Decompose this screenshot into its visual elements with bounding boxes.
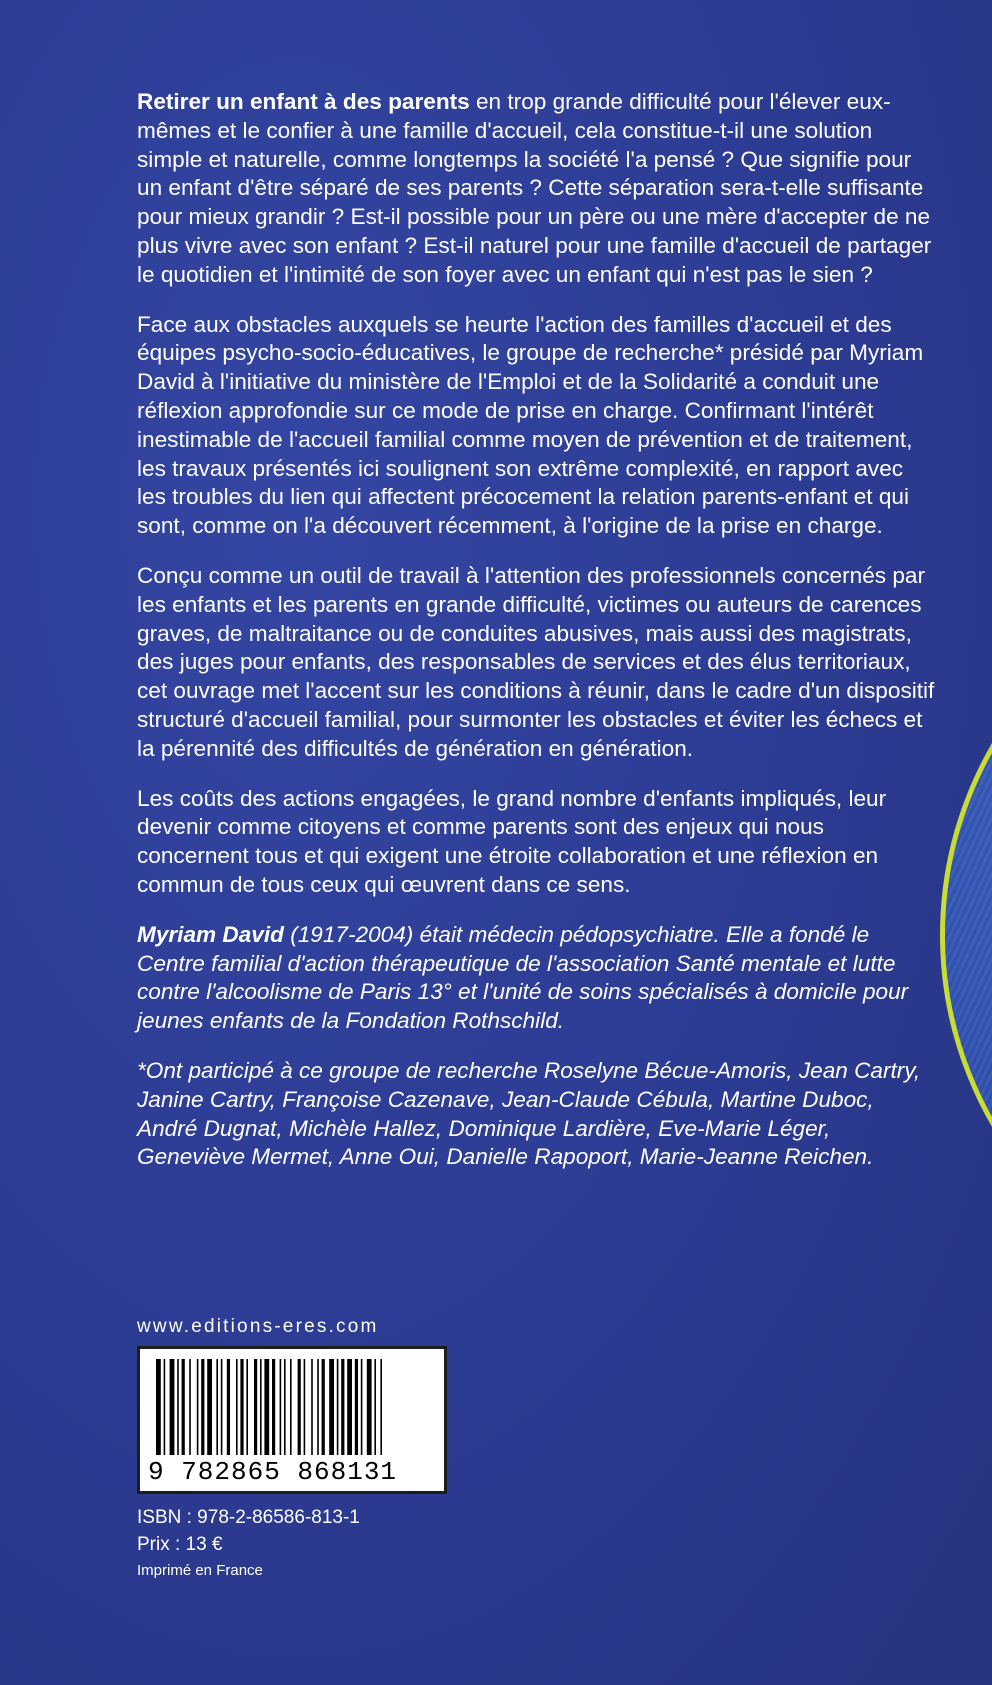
barcode-bar bbox=[337, 1359, 339, 1455]
paragraph-intro bbox=[137, 88, 937, 290]
barcode-bar bbox=[227, 1359, 230, 1455]
contributors-note: *Ont participé à ce groupe de recherche Roselyne Bécue-Amoris, Jean Cartry, Janine Cartry, Françoise Cazenave, Jean-Claude Cébula, Martine Duboc, André Dugnat, Michèle Hallez, Dominique Lardière, Eve-Marie Léger, Geneviève Mermet, Anne Oui, Danielle Rapoport, Marie-Jeanne Reichen. bbox=[137, 1057, 921, 1170]
barcode-bar bbox=[280, 1359, 282, 1455]
price: Prix : 13 € bbox=[137, 1534, 223, 1555]
intro-lead: Retirer un enfant à des parents bbox=[137, 89, 470, 114]
barcode-bar bbox=[156, 1359, 161, 1455]
paragraph-stakes: Les coûts des actions engagées, le grand nombre d'enfants impliqués, leur devenir comme citoyens et comme parents sont des enjeux qui nous concernent tous et qui exigent une étroite collaboration et une réflexion en commun de tous ceux qui œuvrent dans ce sens. bbox=[137, 785, 887, 897]
barcode-digits: 9 782865 868131 bbox=[148, 1457, 398, 1487]
barcode-bar bbox=[355, 1359, 358, 1455]
barcode-bar bbox=[177, 1359, 179, 1455]
barcode-bar bbox=[254, 1359, 257, 1455]
barcode-bar bbox=[284, 1359, 286, 1455]
barcode-bar bbox=[170, 1359, 175, 1455]
barcode-bar bbox=[298, 1359, 301, 1455]
barcode-bar bbox=[380, 1359, 382, 1455]
barcode-bar bbox=[341, 1359, 344, 1455]
paragraph-research: Face aux obstacles auxquels se heurte l'action des familles d'accueil et des équipes psycho-socio-éducatives, le groupe de recherche* présidé par Myriam David à l'initiative du ministère de l'Emploi et de la Solidarité a conduit une réflexion approfondie sur ce mode de prise en charge. Confirmant l'intérêt inestimable de l'accueil familial comme moyen de prévention et de traitement, les travaux présentés ici soulignent son extrême complexité, en rapport avec les troubles du lien qui affectent précocement la relation parents-enfant et qui sont, comme on l'a découvert récemment, à l'origine de la prise en charge. bbox=[137, 311, 924, 539]
author-bio bbox=[137, 921, 937, 1036]
blurb-text bbox=[137, 88, 937, 1193]
barcode-bar bbox=[264, 1359, 269, 1455]
author-bio-rest: (1917-2004) était médecin pédopsychiatre. Elle a fondé le Centre familial d'action thérapeutique de l'association Santé mentale et lutte contre l'alcoolisme de Paris 13° et l'unité de soins spécialisés à domicile pour jeunes enfants de la Fondation Rothschild. bbox=[137, 921, 909, 1034]
barcode-bar bbox=[207, 1359, 212, 1455]
barcode-bar bbox=[221, 1359, 223, 1455]
barcode-bar bbox=[317, 1359, 319, 1455]
isbn: ISBN : 978-2-86586-813-1 bbox=[137, 1507, 360, 1528]
barcode-bar bbox=[329, 1359, 334, 1455]
barcode-bar bbox=[367, 1359, 372, 1455]
barcode bbox=[137, 1346, 447, 1494]
barcode-bars bbox=[154, 1359, 432, 1455]
author-name: Myriam David bbox=[137, 921, 284, 947]
barcode-bar bbox=[260, 1359, 262, 1455]
barcode-bar bbox=[311, 1359, 313, 1455]
paragraph-purpose: Conçu comme un outil de travail à l'attention des professionnels concernés par les enfants et les parents en grande difficulté, victimes ou auteurs de carences graves, de maltraitance ou de conduites abusives, mais aussi des magistrats, des juges pour enfants, des responsables de services et des élus territoriaux, cet ouvrage met l'accent sur les conditions à réunir, dans le cadre d'un dispositif structuré d'accueil familial, pour surmonter les obstacles et éviter les échecs et la pérennité des difficultés de génération en génération. bbox=[137, 562, 935, 761]
barcode-bar bbox=[290, 1359, 292, 1455]
imprint-note: Imprimé en France bbox=[137, 1562, 263, 1579]
barcode-bar bbox=[216, 1359, 218, 1455]
decorative-circle bbox=[940, 555, 992, 1315]
barcode-bar bbox=[246, 1359, 248, 1455]
barcode-bar bbox=[164, 1359, 166, 1455]
barcode-bar bbox=[197, 1359, 199, 1455]
intro-rest: en trop grande difficulté pour l'élever eux-mêmes et le confier à une famille d'accueil, cela constitue-t-il une solution simple et naturelle, comme longtemps la société l'a pensé ? Que signifie pour un enfant d'être séparé de ses parents ? Cette séparation sera-t-elle suffisante pour mieux grandir ? Est-il possible pour un père ou une mère d'accepter de ne plus vivre avec son enfant ? Est-il naturel pour une famille d'accueil de partager le quotidien et l'intimité de son foyer avec un enfant qui n'est pas le sien ? bbox=[137, 89, 932, 287]
barcode-bar bbox=[272, 1359, 275, 1455]
barcode-bar bbox=[374, 1359, 376, 1455]
barcode-bar bbox=[361, 1359, 363, 1455]
barcode-bar bbox=[304, 1359, 306, 1455]
barcode-bar bbox=[189, 1359, 191, 1455]
publisher-website[interactable]: www.editions-eres.com bbox=[137, 1316, 379, 1337]
barcode-bar bbox=[322, 1359, 325, 1455]
barcode-bar bbox=[236, 1359, 238, 1455]
barcode-bar bbox=[347, 1359, 352, 1455]
barcode-bar bbox=[182, 1359, 185, 1455]
barcode-bar bbox=[201, 1359, 204, 1455]
barcode-bar bbox=[240, 1359, 243, 1455]
